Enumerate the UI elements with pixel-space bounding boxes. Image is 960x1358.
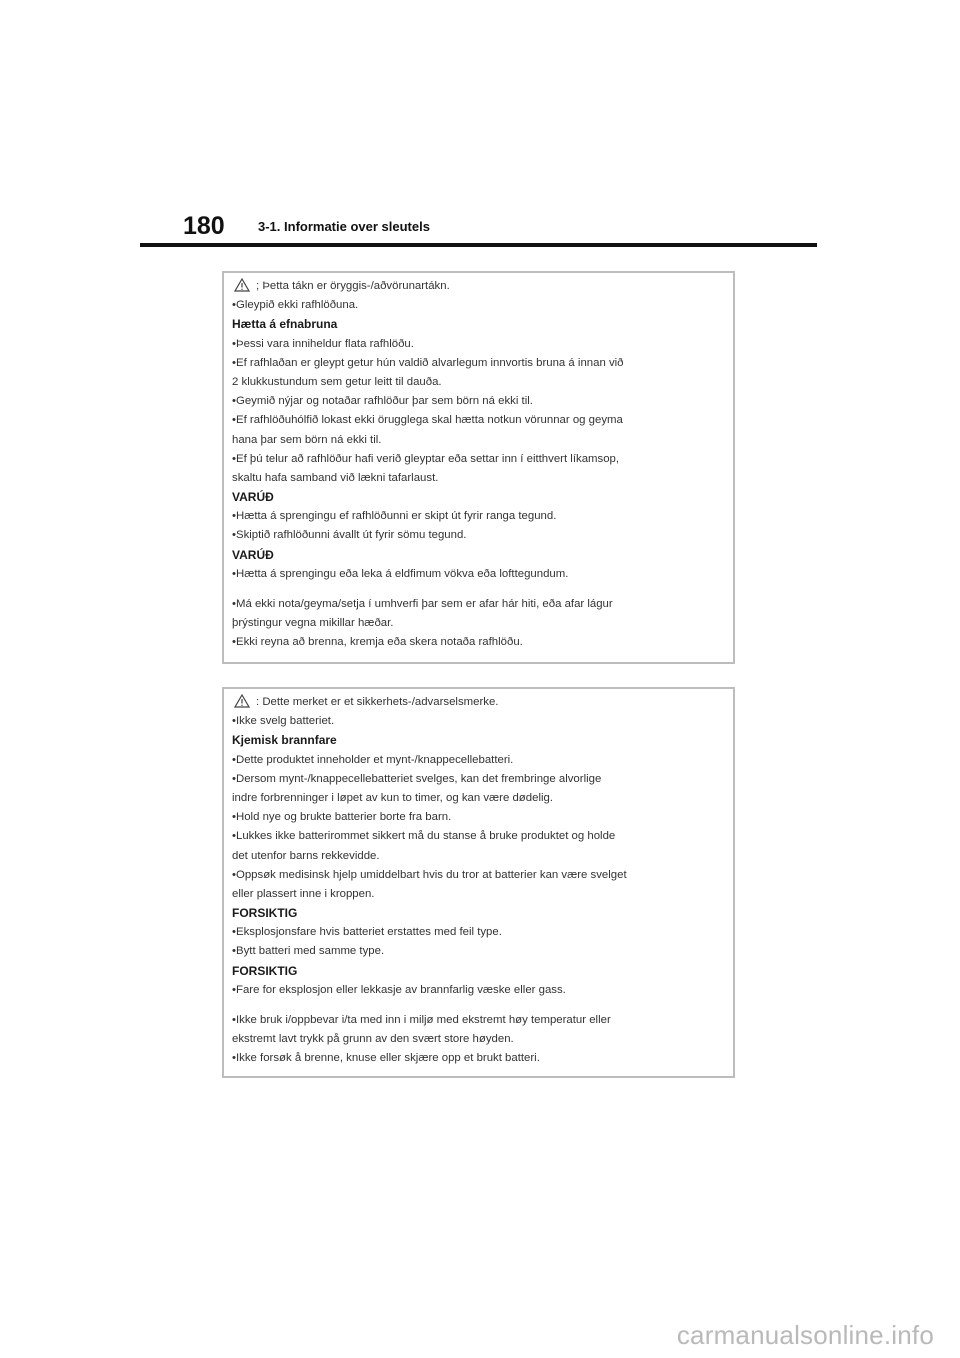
warning-text-line: •Bytt batteri med samme type.: [232, 945, 385, 958]
warning-text-line: •Hold nye og brukte batterier borte fra barn.: [232, 811, 452, 824]
warning-text-line: •Ef þú telur að rafhlöður hafi verið gleyptar eða settar inn í eitthvert líkamsop,: [232, 452, 620, 465]
warning-text-line: •Eksplosjonsfare hvis batteriet erstattes med feil type.: [232, 926, 502, 939]
watermark: carmanualsonline.info: [676, 1320, 934, 1350]
warning-text-line: •Ef rafhlaðan er gleypt getur hún valdið alvarlegum innvortis bruna á innan við: [232, 356, 624, 369]
warning-text-line: ekstremt lavt trykk på grunn av den svært store høyden.: [232, 1033, 514, 1046]
icelandic-intro-text: ; Þetta tákn er öryggis-/aðvörunartákn.: [256, 280, 450, 292]
icelandic-lines: [232, 296, 725, 652]
warning-heading: FORSIKTIG: [232, 963, 298, 978]
header-rule: [140, 243, 817, 247]
warning-text-line: •Ikke forsøk å brenne, knuse eller skjære opp et brukt batteri.: [232, 1052, 540, 1065]
norwegian-warning-box: [222, 687, 735, 1078]
warning-heading: VARÚÐ: [232, 547, 274, 562]
norwegian-intro-text: : Dette merket er et sikkerhets-/advarselsmerke.: [256, 696, 499, 708]
warning-heading: Kjemisk brannfare: [232, 733, 337, 748]
icelandic-intro-line: [232, 277, 725, 296]
warning-text-line: •Ef rafhlöðuhólfið lokast ekki örugglega skal hætta notkun vörunnar og geyma: [232, 414, 623, 427]
norwegian-intro-line: [232, 693, 725, 712]
warning-triangle-icon: [234, 694, 250, 712]
warning-text-line: •Ikke bruk i/oppbevar i/ta med inn i miljø med ekstremt høy temperatur eller: [232, 1014, 611, 1026]
warning-text-line: •Ekki reyna að brenna, kremja eða skera notaða rafhlöðu.: [232, 636, 523, 649]
warning-text-line: •Ikke svelg batteriet.: [232, 715, 335, 728]
warning-text-line: •Má ekki nota/geyma/setja í umhverfi þar sem er afar hár hiti, eða afar lágur: [232, 598, 613, 610]
warning-text-line: •Skiptið rafhlöðunni ávallt út fyrir sömu tegund.: [232, 529, 467, 542]
warning-heading: VARÚÐ: [232, 490, 274, 505]
warning-text-line: hana þar sem börn ná ekki til.: [232, 433, 382, 446]
warning-triangle-icon: [234, 278, 250, 296]
norwegian-lines: [232, 712, 725, 1068]
warning-text-line: •Oppsøk medisinsk hjelp umiddelbart hvis du tror at batterier kan være svelget: [232, 868, 627, 881]
warning-text-line: •Gleypið ekki rafhlöðuna.: [232, 299, 359, 312]
warning-text-line: [232, 1000, 725, 1011]
page-number: 180: [183, 212, 225, 240]
warning-text-line: eller plassert inne i kroppen.: [232, 887, 375, 900]
warning-text-line: •Lukkes ikke batterirommet sikkert må du stanse å bruke produktet og holde: [232, 830, 616, 843]
icelandic-warning-box: [222, 271, 735, 664]
warning-text-line: •Dersom mynt-/knappecellebatteriet svelges, kan det frembringe alvorlige: [232, 772, 602, 785]
warning-text-line: skaltu hafa samband við lækni tafarlaust.: [232, 471, 439, 484]
warning-text-line: det utenfor barns rekkevidde.: [232, 849, 380, 862]
warning-text-line: •Fare for eksplosjon eller lekkasje av brannfarlig væske eller gass.: [232, 983, 566, 996]
section-title: 3-1. Informatie over sleutels: [258, 219, 430, 234]
warning-text-line: [232, 584, 725, 595]
warning-heading: FORSIKTIG: [232, 906, 298, 921]
warning-text-line: indre forbrenninger i løpet av kun to timer, og kan være dødelig.: [232, 791, 554, 804]
warning-text-line: •Dette produktet inneholder et mynt-/knappecellebatteri.: [232, 753, 514, 766]
warning-text-line: 2 klukkustundum sem getur leitt til dauða.: [232, 375, 442, 388]
warning-text-line: þrýstingur vegna mikillar hæðar.: [232, 617, 394, 630]
warning-text-line: •Geymið nýjar og notaðar rafhlöður þar sem börn ná ekki til.: [232, 395, 533, 408]
warning-text-line: •Þessi vara inniheldur flata rafhlöðu.: [232, 337, 414, 350]
warning-text-line: •Hætta á sprengingu ef rafhlöðunni er skipt út fyrir ranga tegund.: [232, 510, 557, 523]
warning-text-line: •Hætta á sprengingu eða leka á eldfimum vökva eða lofttegundum.: [232, 567, 569, 580]
warning-heading: Hætta á efnabruna: [232, 317, 338, 332]
